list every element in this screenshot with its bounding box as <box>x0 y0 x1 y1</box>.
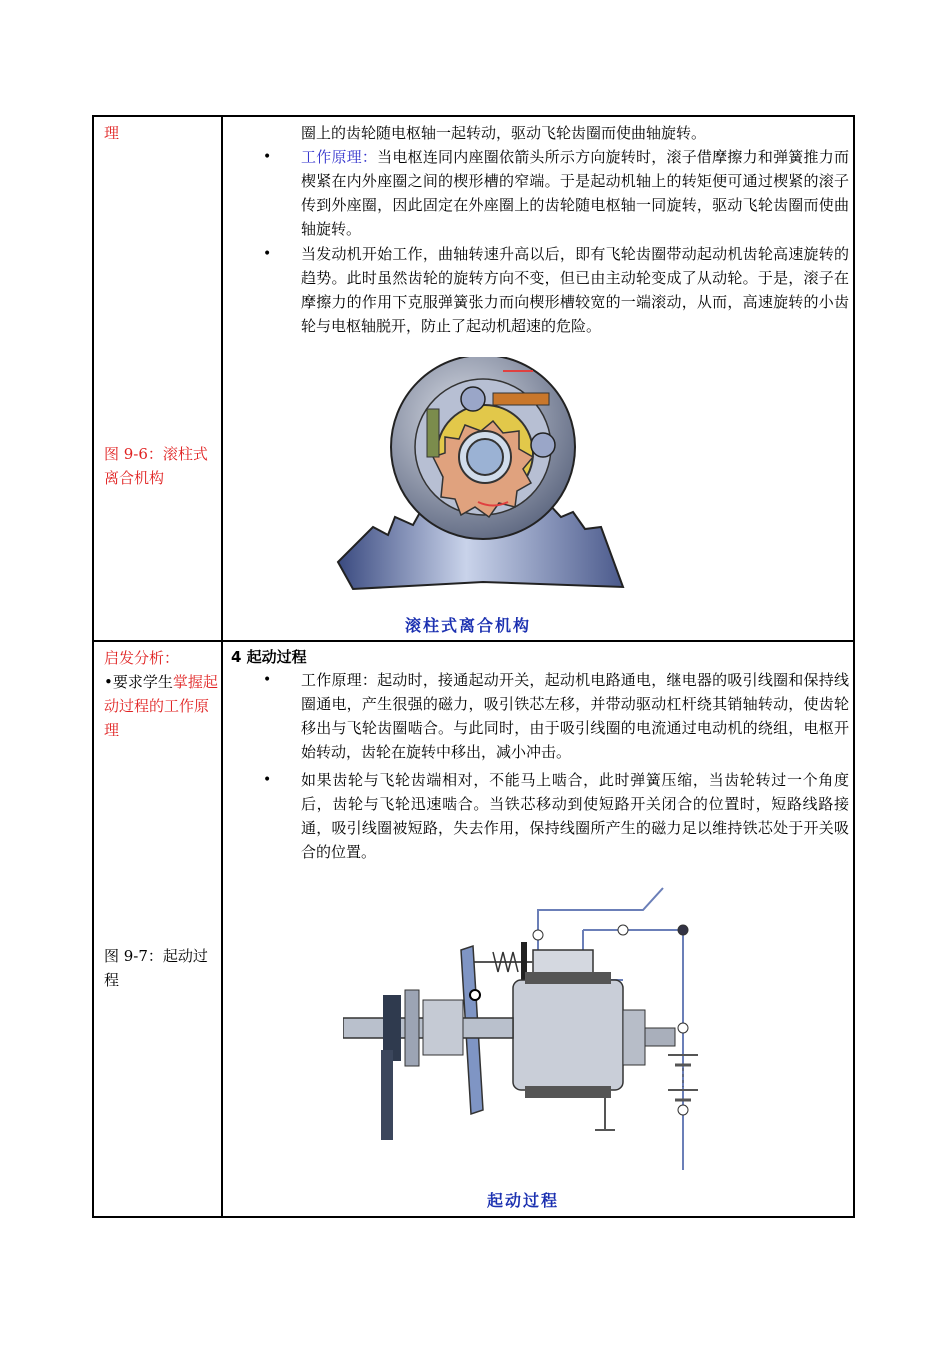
row1-left-cell <box>93 116 222 641</box>
requirement-highlight: 掌握起动过程的工作原理 <box>104 673 218 739</box>
armature <box>513 980 623 1090</box>
solenoid <box>533 950 593 975</box>
row2-left-cell <box>93 641 222 1217</box>
bullet1-prefix: 工作原理： <box>301 148 378 166</box>
figure-9-7-caption: 起动过程 <box>487 1191 560 1210</box>
row2-bullet1: 工作原理：起动时，接通起动开关，起动机电路通电，继电器的吸引线圈和保持线圈通电，产生很强的磁力，吸引铁芯左移，并带动驱动杠杆绕其销轴转动，使齿轮移出与飞轮齿圈啮合。与此同时，由于吸引线圈的电流通过电动机的绕组，电枢开始转动，齿轮在旋转中移出，减小冲击。 <box>301 671 849 761</box>
bullet-icon: • <box>263 149 272 165</box>
requirement-prefix: •要求学生 <box>104 673 173 691</box>
row1-para0: 圈上的齿轮随电枢轴一起转动，驱动飞轮齿圈而使曲轴旋转。 <box>301 124 707 142</box>
bullet1-body: 当电枢连同内座圈依箭头所示方向旋转时，滚子借摩擦力和弹簧推力而楔紧在内外座圈之间的楔形槽的窄端。于是起动机轴上的转矩便可通过楔紧的滚子传到外座圈，因此固定在外座圈上的齿轮随电枢轴一同旋转，驱动飞轮齿圈而使曲轴旋转。 <box>301 148 849 238</box>
flywheel-gear <box>381 1050 393 1140</box>
section-title: 4 起动过程 <box>231 648 307 666</box>
figure-9-6-caption: 滚柱式离合机构 <box>405 616 532 635</box>
bullet-icon: • <box>263 246 272 262</box>
bullet-icon: • <box>263 772 272 788</box>
row2-bullet2: 如果齿轮与飞轮齿端相对，不能马上啮合，此时弹簧压缩，当齿轮转过一个角度后，齿轮与飞轮迅速啮合。当铁芯移动到使短路开关闭合的位置时，短路线路接通，吸引线圈被短路，失去作用，保持线圈所产生的磁力足以维持铁芯处于开关吸合的位置。 <box>301 771 849 861</box>
row2-left-requirement <box>104 670 219 742</box>
row1-left-top-text: 理 <box>104 124 120 142</box>
row1-bullet2: 当发动机开始工作，曲轴转速升高以后，即有飞轮齿圈带动起动机齿轮高速旋转的趋势。此时虽然齿轮的旋转方向不变，但已由主动轮变成了从动轮。于是，滚子在摩擦力的作用下克服弹簧张力而向楔形槽较宽的一端滚动，从而，高速旋转的小齿轮与电枢轴脱开，防止了起动机超速的危险。 <box>301 245 849 335</box>
row1-right-cell <box>222 116 854 641</box>
roller <box>531 433 555 457</box>
content-table <box>92 115 855 1218</box>
spring <box>493 393 549 405</box>
roller <box>461 387 485 411</box>
row1-bullet1 <box>301 145 849 241</box>
figure-9-6-label: 图 9-6：滚柱式离合机构 <box>104 445 208 487</box>
row2-left-heading: 启发分析： <box>104 649 180 667</box>
starting-process-figure <box>343 880 703 1180</box>
roller-clutch-figure <box>333 357 633 597</box>
row2-right-cell <box>222 641 854 1217</box>
bullet-icon: • <box>263 672 272 688</box>
spring <box>427 409 439 457</box>
figure-9-7-label: 图 9-7：起动过程 <box>104 947 208 989</box>
